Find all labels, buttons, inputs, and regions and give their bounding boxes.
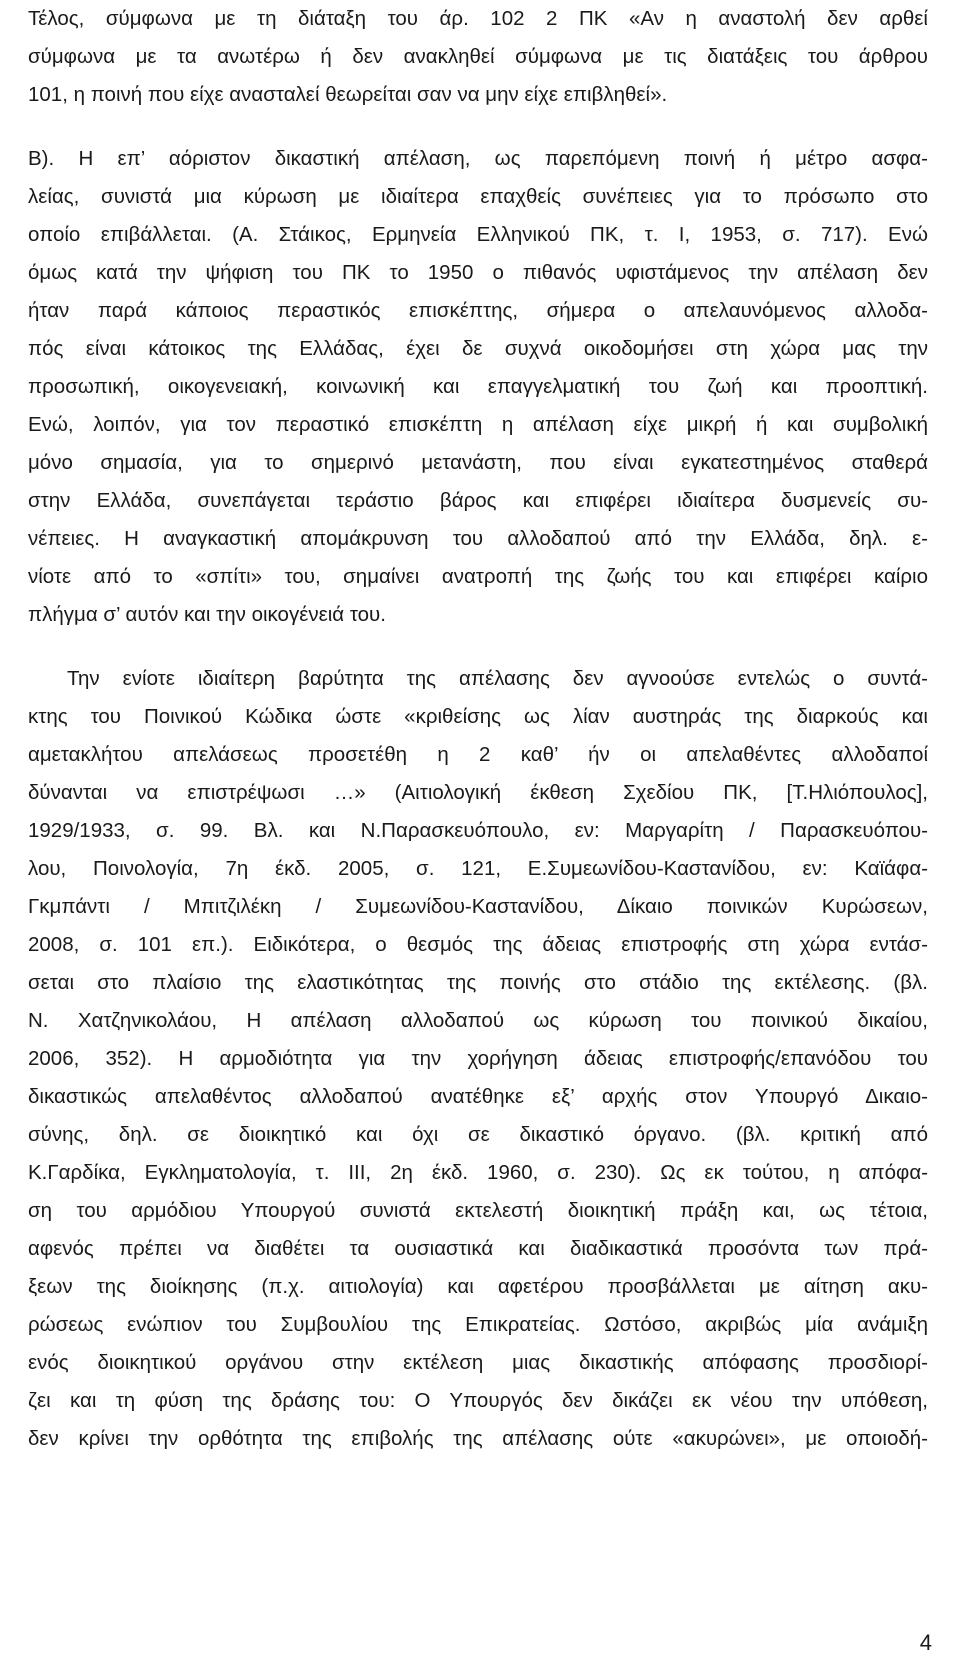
text-line: νέπειες. Η αναγκαστική απομάκρυνση του αλλοδαπού από την Ελλάδα, δηλ. ε- <box>28 527 928 550</box>
text-line: 101, η ποινή που είχε ανασταλεί θεωρείται σαν να μην είχε επιβληθεί». <box>28 83 668 106</box>
text-line: πλήγμα σ’ αυτόν και την οικογένειά του. <box>28 603 386 626</box>
text-line: στην Ελλάδα, συνεπάγεται τεράστιο βάρος και επιφέρει ιδιαίτερα δυσμενείς συ- <box>28 489 928 512</box>
text-line: αμετακλήτου απελάσεως προσετέθη η 2 καθ’ ήν οι απελαθέντες αλλοδαποί <box>28 743 928 766</box>
text-line: λείας, συνιστά μια κύρωση με ιδιαίτερα επαχθείς συνέπειες για το πρόσωπο στο <box>28 185 928 208</box>
text-line: ζει και τη φύση της δράσης του: Ο Υπουργός δεν δικάζει εκ νέου την υπόθεση, <box>28 1389 928 1412</box>
text-line: Κ.Γαρδίκα, Εγκληματολογία, τ. ΙΙΙ, 2η έκδ. 1960, σ. 230). Ως εκ τούτου, η απόφα- <box>28 1161 928 1184</box>
page-number: 4 <box>919 1630 932 1655</box>
text-line: δύνανται να επιστρέψωσι …» (Αιτιολογική έκθεση Σχεδίου ΠΚ, [Τ.Ηλιόπουλος], <box>28 781 928 804</box>
text-line: ση του αρμόδιου Υπουργού συνιστά εκτελεστή διοικητική πράξη και, ως τέτοια, <box>28 1199 928 1222</box>
text-line: Β). Η επ’ αόριστον δικαστική απέλαση, ως παρεπόμενη ποινή ή μέτρο ασφα- <box>28 147 928 170</box>
text-line: Ν. Χατζηνικολάου, Η απέλαση αλλοδαπού ως κύρωση του ποινικού δικαίου, <box>28 1009 928 1032</box>
text-line: ξεων της διοίκησης (π.χ. αιτιολογία) και αφετέρου προσβάλλεται με αίτηση ακυ- <box>28 1275 928 1298</box>
text-line: Τέλος, σύμφωνα με τη διάταξη του άρ. 102 2 ΠΚ «Αν η αναστολή δεν αρθεί <box>28 7 928 30</box>
text-line: λου, Ποινολογία, 7η έκδ. 2005, σ. 121, Ε.Συμεωνίδου-Καστανίδου, εν: Καϊάφα- <box>28 857 928 880</box>
text-line: ενός διοικητικού οργάνου στην εκτέλεση μιας δικαστικής απόφασης προσδιορί- <box>28 1351 928 1374</box>
text-line: σύνης, δηλ. σε διοικητικό και όχι σε δικαστικό όργανο. (βλ. κριτική από <box>28 1123 928 1146</box>
text-line: Γκμπάντι / Μπιτζιλέκη / Συμεωνίδου-Καστανίδου, Δίκαιο ποινικών Κυρώσεων, <box>28 895 928 918</box>
text-line: σεται στο πλαίσιο της ελαστικότητας της ποινής στο στάδιο της εκτέλεσης. (βλ. <box>28 971 928 994</box>
text-line: 2008, σ. 101 επ.). Ειδικότερα, ο θεσμός της άδειας επιστροφής στη χώρα εντάσ- <box>28 933 928 956</box>
text-line: Ενώ, λοιπόν, για τον περαστικό επισκέπτη η απέλαση είχε μικρή ή και συμβολική <box>28 413 928 436</box>
text-line: 2006, 352). Η αρμοδιότητα για την χορήγηση άδειας επιστροφής/επανόδου του <box>28 1047 928 1070</box>
text-line: ρώσεως ενώπιον του Συμβουλίου της Επικρατείας. Ωστόσο, ακριβώς μία ανάμιξη <box>28 1313 928 1336</box>
text-line: 1929/1933, σ. 99. Βλ. και Ν.Παρασκευόπουλο, εν: Μαργαρίτη / Παρασκευόπου- <box>28 819 928 842</box>
text-line: όμως κατά την ψήφιση του ΠΚ το 1950 ο πιθανός υφιστάμενος την απέλαση δεν <box>28 261 928 284</box>
text-line: κτης του Ποινικού Κώδικα ώστε «κριθείσης ως λίαν αυστηράς της διαρκούς και <box>28 705 928 728</box>
text-line: δεν κρίνει την ορθότητα της επιβολής της απέλασης ούτε «ακυρώνει», με οποιοδή- <box>28 1427 928 1450</box>
text-line: μόνο σημασία, για το σημερινό μετανάστη, που είναι εγκατεστημένος σταθερά <box>28 451 928 474</box>
text-line: νίοτε από το «σπίτι» του, σημαίνει ανατροπή της ζωής του και επιφέρει καίριο <box>28 565 928 588</box>
text-line: Την ενίοτε ιδιαίτερη βαρύτητα της απέλασης δεν αγνοούσε εντελώς ο συντά- <box>67 667 928 690</box>
text-line: οποίο επιβάλλεται. (Α. Στάικος, Ερμηνεία Ελληνικού ΠΚ, τ. Ι, 1953, σ. 717). Ενώ <box>28 223 928 246</box>
text-line: πός είναι κάτοικος της Ελλάδας, έχει δε συχνά οικοδομήσει στη χώρα μας την <box>28 337 928 360</box>
text-line: δικαστικώς απελαθέντος αλλοδαπού ανατέθηκε εξ’ αρχής στον Υπουργό Δικαιο- <box>28 1085 928 1108</box>
text-line: σύμφωνα με τα ανωτέρω ή δεν ανακληθεί σύμφωνα με τις διατάξεις του άρθρου <box>28 45 928 68</box>
text-line: προσωπική, οικογενειακή, κοινωνική και επαγγελματική του ζωή και προοπτική. <box>28 375 928 398</box>
text-line: αφενός πρέπει να διαθέτει τα ουσιαστικά και διαδικαστικά προσόντα των πρά- <box>28 1237 928 1260</box>
text-line: ήταν παρά κάποιος περαστικός επισκέπτης, σήμερα ο απελαυνόμενος αλλοδα- <box>28 299 928 322</box>
